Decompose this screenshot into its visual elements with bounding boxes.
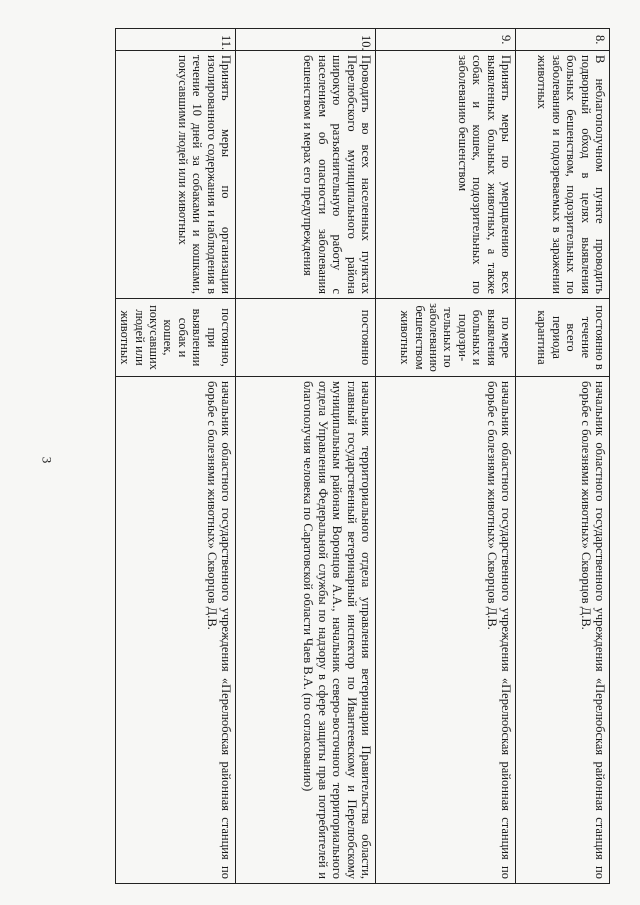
measures-table	[115, 28, 610, 884]
measure-cell: В неблагополучном пункте проводить подворный обход в целях выявления больных бешенством, подозрительных по заболеванию и подозреваемых в заражении животных	[516, 51, 610, 299]
responsible-cell: начальник областного государственного учреждения «Перелюбская районная станция по борьбе с болезнями животных» Скворцов Д.В.	[376, 377, 516, 884]
term-cell: постоянно	[236, 299, 376, 377]
row-number: 11.	[116, 29, 236, 51]
table-row	[516, 29, 610, 884]
measure-cell: Проводить во всех населенных пунктах Перелюбского муниципального района широкую разъяснительную работу с населением об опасности заболевания бешенством и мерах его предупреждения	[236, 51, 376, 299]
table-row	[236, 29, 376, 884]
page-number: 3	[39, 456, 55, 464]
row-number: 9.	[376, 29, 516, 51]
rotated-page	[90, 28, 610, 883]
term-cell: по мере выявления больных и подозри-тельных по заболеванию бешенством животных	[376, 299, 516, 377]
term-cell: постоянно в течение всего периода карантина	[516, 299, 610, 377]
row-number: 8.	[516, 29, 610, 51]
responsible-cell: начальник территориального отдела управления ветеринарии Правительства области, главный государственный ветеринарный инспектор по Ивантеевскому и Перелюбскому муниципальным районам Воронцов А.А., начальник северо-восточного территориального отдела Управления Федеральной службы по надзору в сфере защиты прав потребителей и благополучия человека по Саратовской области Чаев В.А. (по согласованию)	[236, 377, 376, 884]
term-cell: постоянно, при выявлении собак и кошек, покусавших людей или животных	[116, 299, 236, 377]
measure-cell: Принять меры по организации изолированного содержания и наблюдения в течение 10 дней за собаками и кошками, покусавшими людей или животных	[116, 51, 236, 299]
table-row	[116, 29, 236, 884]
responsible-cell: начальник областного государственного учреждения «Перелюбская районная станция по борьбе с болезнями животных» Скворцов Д.В.	[516, 377, 610, 884]
row-number: 10.	[236, 29, 376, 51]
responsible-cell: начальник областного государственного учреждения «Перелюбская районная станция по борьбе с болезнями животных» Скворцов Д.В.	[116, 377, 236, 884]
measure-cell: Принять меры по умерщвлению всех выявленных больных животных, а также собак и кошек, подозрительных по заболеванию бешенством	[376, 51, 516, 299]
table-row	[376, 29, 516, 884]
